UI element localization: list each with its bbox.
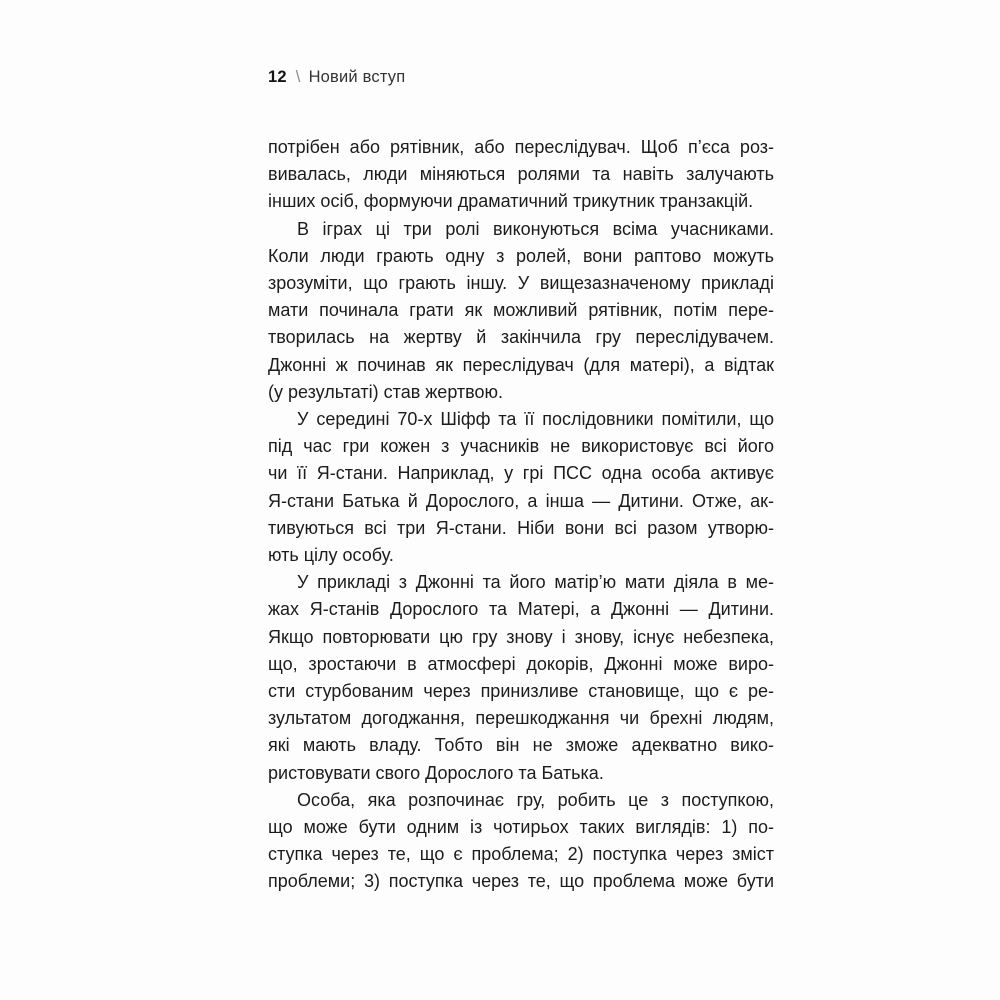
text-line: ють цілу особу. bbox=[268, 545, 394, 566]
page-number: 12 bbox=[268, 68, 287, 86]
text-line: мати починала грати як можливий рятівник, потім пере- bbox=[268, 300, 774, 321]
chapter-title: Новий вступ bbox=[308, 68, 406, 86]
text-line: В іграх ці три ролі виконуються всіма учасниками. bbox=[297, 218, 774, 239]
text-line: проблеми; 3) поступка через те, що проблема може бути bbox=[268, 871, 774, 892]
text-line: Я-стани Батька й Дорослого, а інша — Дитини. Отже, ак- bbox=[268, 490, 774, 511]
text-line: творилась на жертву й закінчила гру переслідувачем. bbox=[268, 327, 774, 348]
text-line: зультатом догоджання, перешкоджання чи брехні людям, bbox=[268, 708, 774, 729]
text-line: ступка через те, що є проблема; 2) поступка через зміст bbox=[268, 844, 774, 865]
header-separator: \ bbox=[295, 68, 301, 86]
text-line: які мають владу. Тобто він не зможе адекватно вико- bbox=[268, 735, 774, 756]
text-line: Джонні ж починав як переслідувач (для матері), а відтак bbox=[268, 354, 774, 375]
paragraph bbox=[268, 216, 774, 406]
paragraph bbox=[268, 787, 774, 896]
text-line: інших осіб, формуючи драматичний трикутник транзакцій. bbox=[268, 191, 754, 212]
text-line: Якщо повторювати цю гру знову і знову, існує небезпека, bbox=[268, 626, 774, 647]
text-line: (у результаті) став жертвою. bbox=[268, 381, 504, 402]
text-line: потрібен або рятівник, або переслідувач. Щоб п’єса роз- bbox=[268, 137, 774, 157]
text-line: що, зростаючи в атмосфері докорів, Джонні може виро- bbox=[268, 653, 774, 674]
text-line: тивуються всі три Я-стани. Ніби вони всі разом утворю- bbox=[268, 517, 774, 538]
text-line: що може бути одним із чотирьох таких виглядів: 1) по- bbox=[268, 817, 774, 838]
text-line: сти стурбованим через принизливе становище, що є ре- bbox=[268, 681, 774, 702]
text-line: У прикладі з Джонні та його матір’ю мати діяла в ме- bbox=[297, 572, 774, 593]
paragraph bbox=[268, 406, 774, 569]
text-line: під час гри кожен з учасників не використовує всі його bbox=[268, 436, 774, 457]
text-line: ристовувати свого Дорослого та Батька. bbox=[268, 762, 604, 783]
text-line: чи її Я-стани. Наприклад, у грі ПСС одна особа активує bbox=[268, 463, 774, 484]
paragraph bbox=[268, 134, 774, 216]
text-block bbox=[268, 134, 774, 896]
running-header bbox=[268, 68, 405, 87]
text-line: жах Я-станів Дорослого та Матері, а Джонні — Дитини. bbox=[268, 599, 774, 620]
text-line: зрозуміти, що грають іншу. У вищезазначеному прикладі bbox=[268, 273, 774, 294]
text-line: вивалась, люди міняються ролями та навіть залучають bbox=[268, 164, 774, 185]
text-line: Особа, яка розпочинає гру, робить це з поступкою, bbox=[297, 789, 774, 810]
text-line: Коли люди грають одну з ролей, вони раптово можуть bbox=[268, 245, 774, 266]
text-line: У середині 70-х Шіфф та її послідовники помітили, що bbox=[297, 409, 774, 430]
paragraph bbox=[268, 569, 774, 787]
